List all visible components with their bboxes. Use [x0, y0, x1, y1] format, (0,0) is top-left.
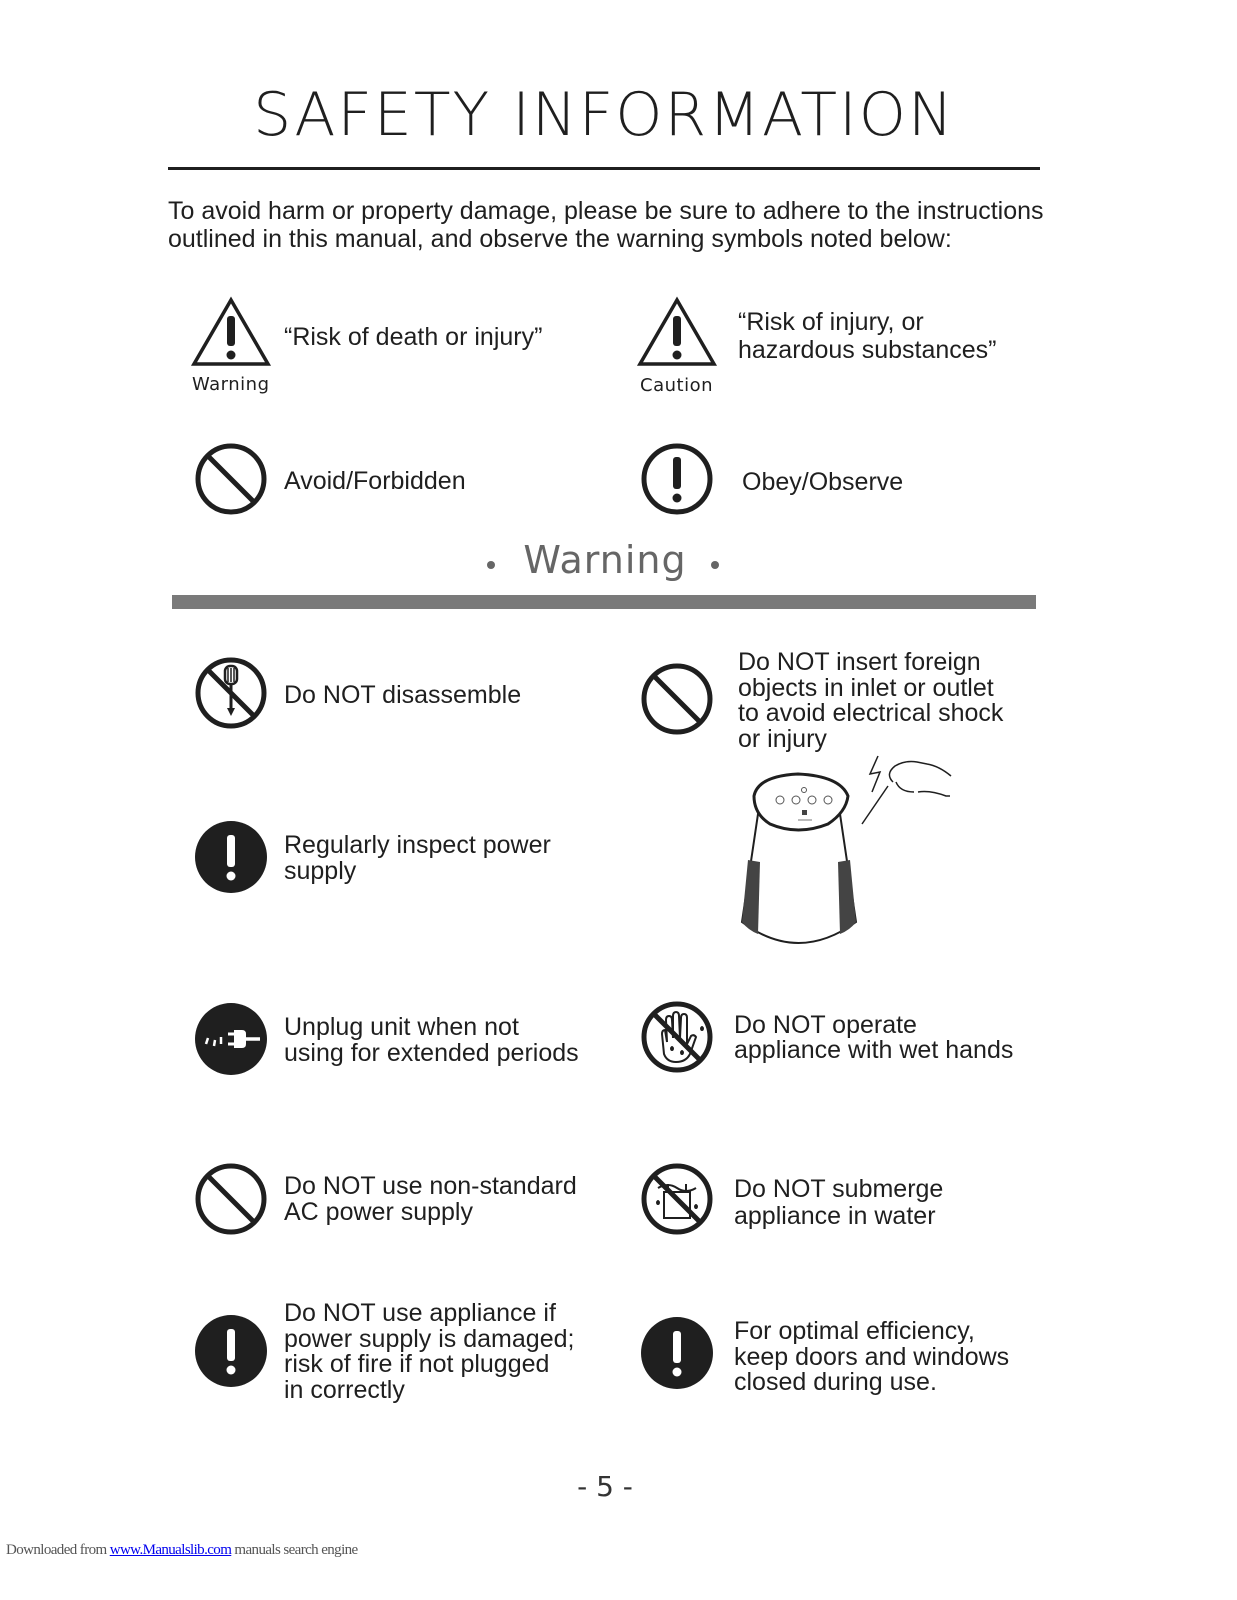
mandatory-icon: [194, 820, 268, 894]
manualslib-link[interactable]: www.Manualslib.com: [109, 1542, 232, 1558]
no-disassemble-icon: [194, 656, 268, 730]
heading-bullet-right: [711, 561, 719, 569]
damaged-text-line2: power supply is damaged;: [284, 1325, 575, 1353]
optimal-text-line1: For optimal efficiency,: [734, 1317, 975, 1345]
inspect-text-line2: supply: [284, 857, 357, 885]
obey-label: Obey/Observe: [742, 468, 904, 496]
caution-description-line2: hazardous substances”: [738, 336, 997, 364]
nonstandard-text-line1: Do NOT use non-standard: [284, 1172, 577, 1200]
optimal-text-line2: keep doors and windows: [734, 1343, 1010, 1371]
footer-suffix: manuals search engine: [231, 1542, 358, 1558]
insert-text-line3: to avoid electrical shock: [738, 699, 1004, 727]
damaged-text-line4: in correctly: [284, 1376, 405, 1404]
warning-section-heading: Warning: [523, 538, 687, 582]
warning-triangle-icon: [190, 296, 272, 368]
caution-caption: Caution: [640, 375, 713, 396]
damaged-text-line1: Do NOT use appliance if: [284, 1299, 556, 1327]
section-band: [172, 595, 1036, 609]
insert-text-line1: Do NOT insert foreign: [738, 648, 981, 676]
submerge-text-line1: Do NOT submerge: [734, 1175, 944, 1203]
nonstandard-text-line2: AC power supply: [284, 1198, 473, 1226]
submerge-text-line2: appliance in water: [734, 1202, 936, 1230]
damaged-text-line3: risk of fire if not plugged: [284, 1350, 550, 1378]
warning-description: “Risk of death or injury”: [284, 323, 543, 351]
caution-description-line1: “Risk of injury, or: [738, 308, 924, 336]
page-number: - 5 -: [577, 1470, 633, 1503]
unplug-text-line1: Unplug unit when not: [284, 1013, 519, 1041]
caution-triangle-icon: [636, 296, 718, 368]
forbidden-icon: [194, 1162, 268, 1236]
wet-hands-text-line1: Do NOT operate: [734, 1011, 917, 1039]
title-divider: [168, 167, 1040, 170]
mandatory-icon: [640, 1316, 714, 1390]
warning-caption: Warning: [192, 374, 270, 395]
no-wet-hands-icon: [640, 1000, 714, 1074]
mandatory-icon: [194, 1314, 268, 1388]
disassemble-text: Do NOT disassemble: [284, 681, 522, 709]
forbidden-icon: [194, 442, 268, 516]
insert-text-line2: objects in inlet or outlet: [738, 674, 994, 702]
intro-paragraph: To avoid harm or property damage, please be sure to adhere to the instructions outlined in this manual, and observe the warning symbols noted below:: [168, 197, 1044, 253]
optimal-text-line3: closed during use.: [734, 1368, 937, 1396]
avoid-label: Avoid/Forbidden: [284, 467, 466, 495]
insert-text-line4: or injury: [738, 725, 827, 753]
unplug-icon: [194, 1002, 268, 1076]
mandatory-icon: [640, 442, 714, 516]
forbidden-icon: [640, 662, 714, 736]
wet-hands-text-line2: appliance with wet hands: [734, 1036, 1014, 1064]
air-purifier-illustration: [728, 752, 958, 962]
unplug-text-line2: using for extended periods: [284, 1039, 579, 1067]
inspect-text-line1: Regularly inspect power: [284, 831, 551, 859]
download-footer: [6, 1542, 358, 1559]
no-submerge-icon: [640, 1162, 714, 1236]
footer-prefix: Downloaded from: [6, 1542, 110, 1558]
page-title: SAFETY INFORMATION: [253, 80, 955, 150]
